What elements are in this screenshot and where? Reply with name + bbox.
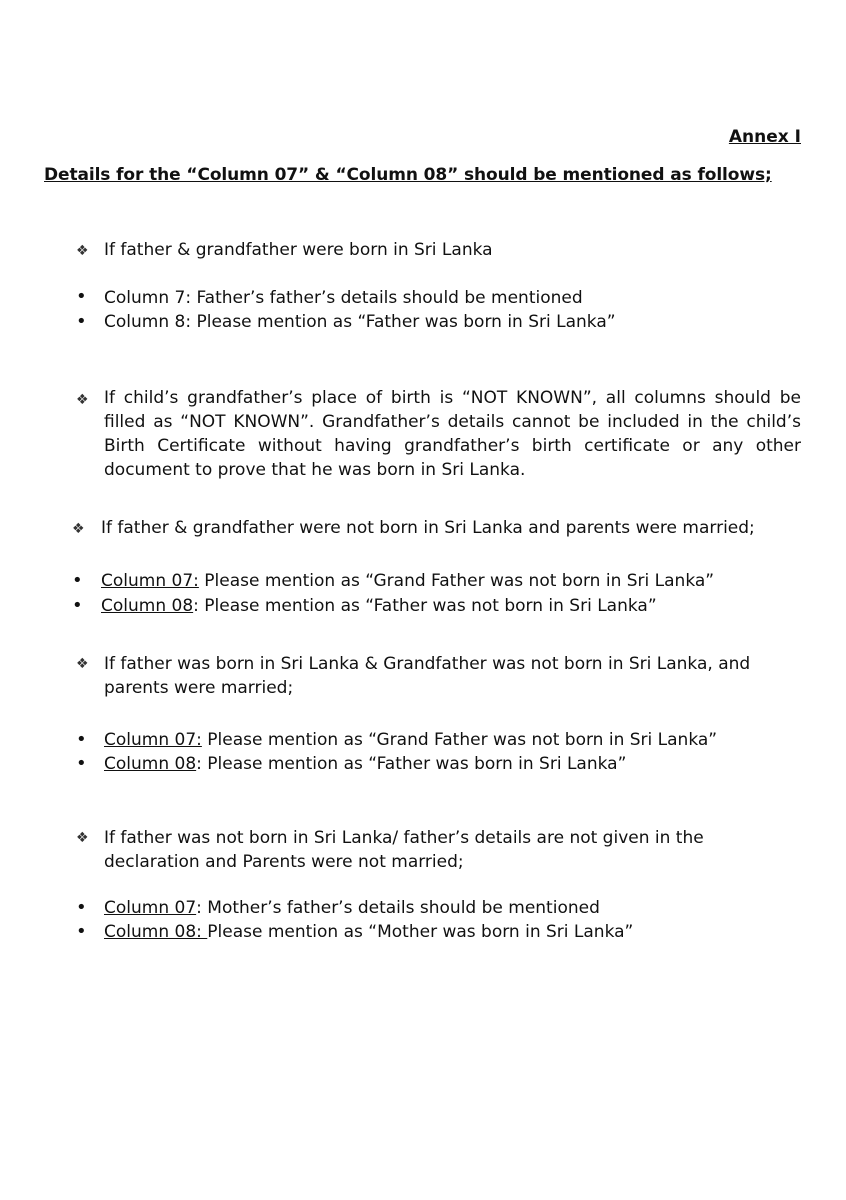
bullet-dot-icon: •: [72, 570, 83, 591]
list-item: [104, 288, 583, 308]
column-text: Father’s father’s details should be mentioned: [191, 288, 583, 308]
list-item: [101, 596, 657, 616]
column-label: Column 08: [104, 754, 197, 774]
bullet-dot-icon: •: [76, 753, 87, 774]
bullet-dot-icon: •: [76, 286, 87, 307]
list-item: [104, 730, 717, 750]
list-item: [104, 754, 626, 774]
diamond-bullet-icon: ❖: [76, 392, 89, 408]
diamond-bullet-icon: ❖: [76, 656, 89, 672]
column-text: Please mention as “Mother was born in Sri Lanka”: [207, 922, 634, 942]
column-text: Please mention as “Father was born in Sri Lanka”: [191, 312, 616, 332]
list-item: [104, 922, 633, 942]
bullet-dot-icon: •: [76, 311, 87, 332]
section-heading: If father & grandfather were not born in Sri Lanka and parents were married;: [101, 518, 755, 538]
bullet-dot-icon: •: [76, 897, 87, 918]
annex-label: Annex I: [728, 127, 801, 147]
column-label: Column 7:: [104, 288, 192, 308]
section-heading: If father & grandfather were born in Sri Lanka: [104, 240, 493, 260]
column-text: : Please mention as “Father was born in Sri Lanka”: [196, 754, 627, 774]
bullet-dot-icon: •: [76, 729, 87, 750]
column-text: Please mention as “Grand Father was not born in Sri Lanka”: [198, 571, 715, 591]
list-item: [104, 898, 600, 918]
column-label: Column 08:: [104, 922, 208, 942]
column-label: Column 07:: [101, 571, 199, 591]
column-text: : Mother’s father’s details should be mentioned: [196, 898, 600, 918]
column-text: : Please mention as “Father was not born in Sri Lanka”: [193, 596, 657, 616]
diamond-bullet-icon: ❖: [76, 243, 89, 259]
diamond-bullet-icon: ❖: [72, 521, 85, 537]
column-text: Please mention as “Grand Father was not born in Sri Lanka”: [201, 730, 718, 750]
list-item: [101, 571, 714, 591]
list-item: [104, 312, 616, 332]
column-label: Column 08: [101, 596, 194, 616]
bullet-dot-icon: •: [76, 921, 87, 942]
column-label: Column 07: [104, 898, 197, 918]
section-heading: If child’s grandfather’s place of birth is “NOT KNOWN”, all columns should be filled as “NOT KNOWN”. Grandfather’s details cannot be included in the child’s Birth Certificate without having grandfather’s birth certificate or any other document to prove that he was born in Sri Lanka.: [104, 388, 801, 480]
column-label: Column 07:: [104, 730, 202, 750]
section-heading: If father was not born in Sri Lanka/ father’s details are not given in the declaration and Parents were not married;: [104, 828, 704, 872]
diamond-bullet-icon: ❖: [76, 830, 89, 846]
page-title: Details for the “Column 07” & “Column 08” should be mentioned as follows;: [44, 165, 772, 185]
section-heading: If father was born in Sri Lanka & Grandfather was not born in Sri Lanka, and parents were married;: [104, 654, 751, 698]
column-label: Column 8:: [104, 312, 192, 332]
bullet-dot-icon: •: [72, 595, 83, 616]
